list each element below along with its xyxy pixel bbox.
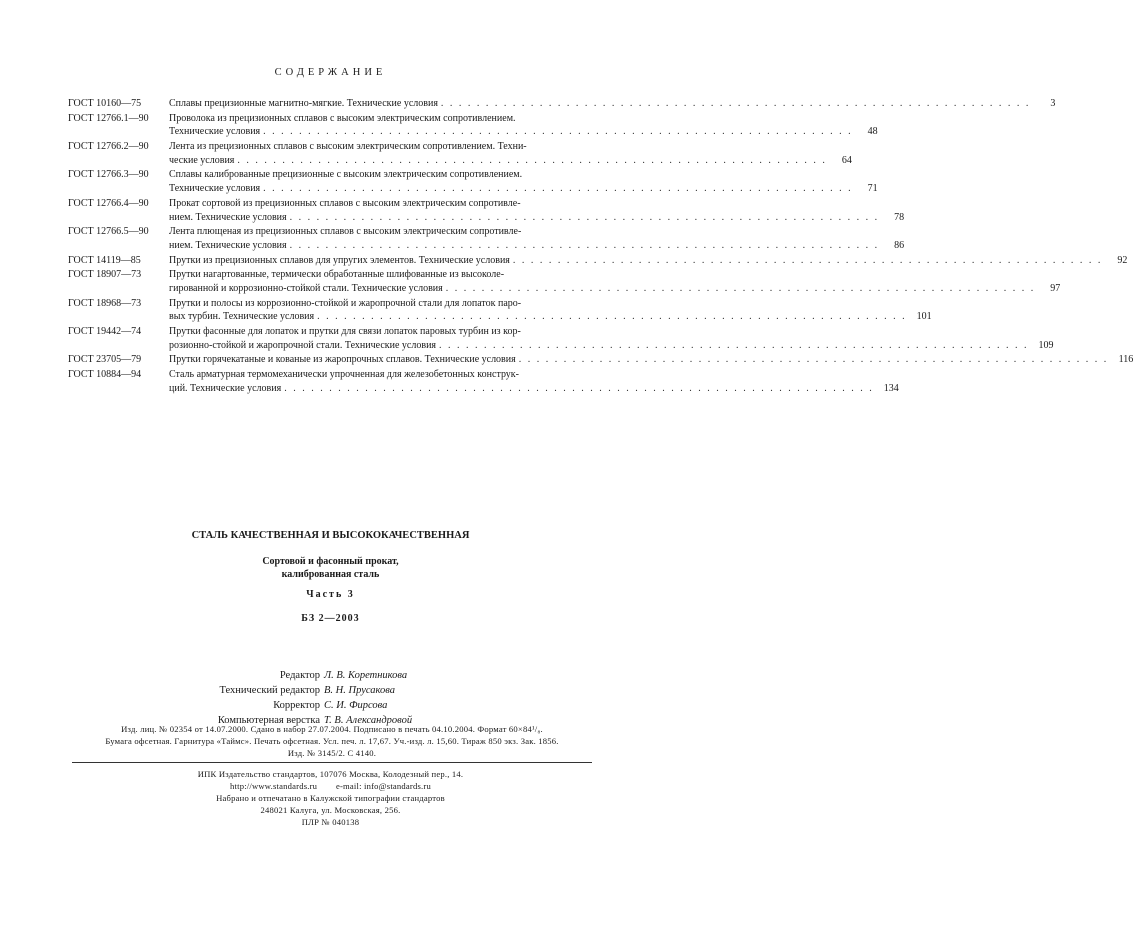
toc-entry-title: Сталь арматурная термомеханически упрочненная для железобетонных конструк- [169, 368, 519, 380]
toc-entry [68, 197, 905, 225]
toc-entry [68, 268, 1061, 296]
publisher-info [0, 768, 661, 828]
toc-entry-body [169, 268, 1060, 296]
toc-entry-page: 78 [894, 211, 905, 223]
toc-entry [68, 112, 878, 140]
credit-role: Компьютерная верстка [217, 715, 320, 726]
toc-entry-line [169, 339, 1054, 353]
credit-proofreader [0, 698, 661, 713]
toc-entry-body [169, 168, 878, 196]
credit-name: С. И. Фирсова [324, 700, 388, 711]
credit-role: Корректор [273, 700, 320, 711]
toc-leader-dots: . . . . . . . . . . . . . . . . . . . . . . . . . . . . . . . . . . . . . . . . . . . . . . . . . . . . . . . . . . . . . . . . . . [512, 254, 1103, 266]
toc-entry-page: 97 [1050, 282, 1061, 294]
collection-title: СТАЛЬ КАЧЕСТВЕННАЯ И ВЫСОКОКАЧЕСТВЕННАЯ [191, 530, 470, 541]
toc-entry-code: ГОСТ 12766.1—90 [68, 112, 149, 124]
toc-entry-page: 134 [883, 382, 899, 394]
toc-entry-title: Проволока из прецизионных сплавов с высоким электрическим сопротивлением. [169, 112, 516, 124]
toc-entry-title: гированной и коррозионно-стойкой стали. Технические условия [169, 282, 443, 294]
toc-entry-body [169, 197, 904, 225]
toc-entry-code: ГОСТ 12766.5—90 [68, 226, 149, 238]
toc-entry-title: ций. Технические условия [169, 382, 282, 394]
toc-entry-title: розионно-стойкой и жаропрочной стали. Технические условия [169, 339, 437, 351]
toc-entry-line [169, 282, 1060, 296]
toc-entry-title: нием. Технические условия [169, 239, 287, 251]
toc-entry-title: Лента из прецизионных сплавов с высоким электрическим сопротивлением. Техни- [169, 140, 527, 152]
toc-entry-line [169, 154, 852, 168]
toc-entry-title: Сплавы калиброванные прецизионные с высоким электрическим сопротивлением. [169, 169, 523, 181]
toc-leader-dots: . . . . . . . . . . . . . . . . . . . . . . . . . . . . . . . . . . . . . . . . . . . . . . . . . . . . . . . . . . . . . . . . . . [263, 183, 853, 195]
toc-entry-line [169, 211, 904, 225]
toc-leader-dots: . . . . . . . . . . . . . . . . . . . . . . . . . . . . . . . . . . . . . . . . . . . . . . . . . . . . . . . . . . . . . . . . . . [263, 126, 853, 138]
toc-leader-dots: . . . . . . . . . . . . . . . . . . . . . . . . . . . . . . . . . . . . . . . . . . . . . . . . . . . . . . . . . . . . . . . . . . [289, 211, 880, 223]
toc-entry-page: 109 [1038, 339, 1054, 351]
toc-entry [68, 140, 852, 168]
collection-part: Часть 3 [306, 589, 355, 600]
collection-bz: БЗ 2—2003 [301, 613, 360, 624]
toc-entry-title: нием. Технические условия [169, 211, 287, 223]
toc-leader-dots: . . . . . . . . . . . . . . . . . . . . . . . . . . . . . . . . . . . . . . . . . . . . . . . . . . . . . . . . . . . . . . . . . . [440, 98, 1031, 109]
toc-entry-page: 64 [841, 154, 852, 166]
toc-entry-title: вых турбин. Технические условия [169, 311, 315, 323]
toc-entry-line [169, 297, 932, 311]
toc-entry-code: ГОСТ 19442—74 [68, 325, 142, 337]
toc-entry-line [169, 353, 1133, 367]
toc-entry-line [169, 112, 878, 126]
divider [72, 762, 592, 763]
collection-subtitle-line-2: калиброванная сталь [281, 569, 380, 580]
toc-entry-title: Прутки и полосы из коррозионно-стойкой и жаропрочной стали для лопаток паро- [169, 297, 522, 309]
credit-role: Технический редактор [219, 685, 320, 696]
toc-entry [68, 353, 1133, 367]
toc-entry-title: Прутки горячекатаные и кованые из жаропрочных сплавов. Технические условия [169, 354, 516, 366]
toc-entry-code: ГОСТ 12766.3—90 [68, 169, 149, 181]
toc-entry-title: Прокат сортовой из прецизионных сплавов с высоким электрическим сопротивле- [169, 197, 521, 209]
imprint-line-2: Бумага офсетная. Гарнитура «Таймс». Печать офсетная. Усл. печ. л. 17,67. Уч.-изд. л. 15,60. Тираж 850 экз. Зак. 1856. [105, 736, 559, 746]
toc-entry-line [169, 368, 899, 382]
toc-entry-code: ГОСТ 18968—73 [68, 297, 142, 309]
toc-entry [68, 97, 1056, 111]
toc-entry-line [169, 197, 904, 211]
publisher-line-5: ПЛР № 040138 [301, 817, 360, 827]
toc-entry-code: ГОСТ 18907—73 [68, 269, 142, 281]
toc-entry-title: Прутки фасонные для лопаток и прутки для связи лопаток паровых турбин из кор- [169, 325, 521, 337]
toc-entry-body [169, 97, 1055, 111]
toc-entry-title: Технические условия [169, 183, 261, 195]
toc-leader-dots: . . . . . . . . . . . . . . . . . . . . . . . . . . . . . . . . . . . . . . . . . . . . . . . . . . . . . . . . . . . . . . . . . . [284, 382, 874, 394]
credit-name: Л. В. Коретникова [324, 670, 408, 681]
imprint-line-3: Изд. № 3145/2. С 4140. [287, 748, 377, 758]
publisher-line-2: http://www.standards.ru e-mail: info@standards.ru [230, 781, 431, 791]
toc-entry-body [169, 297, 932, 325]
toc-entry-line [169, 382, 899, 396]
toc-entry-title: Прутки нагартованные, термически обработанные шлифованные из высоколе- [169, 269, 505, 281]
toc-entry-page: 101 [916, 311, 932, 323]
toc-entry-line [169, 268, 1060, 282]
toc-entry-code: ГОСТ 12766.2—90 [68, 140, 149, 152]
toc-entry [68, 225, 905, 253]
toc-entry-line [169, 168, 878, 182]
toc-entry-title: Технические условия [169, 126, 261, 138]
credit-editor [0, 668, 661, 683]
toc-entry-code: ГОСТ 12766.4—90 [68, 197, 149, 209]
toc-entry-title: Сплавы прецизионные магнитно-мягкие. Технические условия [169, 98, 438, 109]
toc-entry-code: ГОСТ 14119—85 [68, 254, 141, 266]
toc-entry-line [169, 239, 904, 253]
toc-entry [68, 325, 1054, 353]
toc-leader-dots: . . . . . . . . . . . . . . . . . . . . . . . . . . . . . . . . . . . . . . . . . . . . . . . . . . . . . . . . . . . . . . . . . . [237, 154, 827, 166]
toc-entry-page: 116 [1118, 354, 1133, 366]
toc-heading: СОДЕРЖАНИЕ [274, 67, 387, 78]
publisher-line-4: 248021 Калуга, ул. Московская, 256. [260, 805, 401, 815]
toc-leader-dots: . . . . . . . . . . . . . . . . . . . . . . . . . . . . . . . . . . . . . . . . . . . . . . . . . . . . . . . . . . . . . . . . . . [289, 239, 880, 251]
credit-technical-editor [0, 683, 661, 698]
toc-entry-line [169, 97, 1055, 111]
toc-entry-body [169, 112, 878, 140]
toc-leader-dots: . . . . . . . . . . . . . . . . . . . . . . . . . . . . . . . . . . . . . . . . . . . . . . . . . . . . . . . . . . . . . . . . . . [317, 311, 907, 323]
collection-subtitle [0, 555, 661, 581]
toc-entry-code: ГОСТ 10884—94 [68, 368, 142, 380]
imprint-line-1: Изд. лиц. № 02354 от 14.07.2000. Сдано в набор 27.07.2004. Подписано в печать 04.10.2004. Формат 60×84¹/₈. [121, 724, 543, 734]
toc-entry-page: 92 [1117, 254, 1128, 266]
toc-entry-line [169, 310, 932, 324]
toc-leader-dots: . . . . . . . . . . . . . . . . . . . . . . . . . . . . . . . . . . . . . . . . . . . . . . . . . . . . . . . . . . . . . . . . . . [445, 282, 1036, 294]
toc-entry-title: ческие условия [169, 154, 235, 166]
credits [0, 668, 661, 728]
imprint [72, 723, 592, 759]
toc-entry [68, 254, 1128, 268]
toc-entry-body [169, 353, 1133, 367]
toc-entry-page: 48 [867, 126, 878, 138]
table-of-contents [68, 97, 1133, 396]
toc-entry-body [169, 254, 1127, 268]
toc-entry-page: 3 [1050, 98, 1056, 109]
credit-role: Редактор [279, 670, 320, 681]
toc-entry-line [169, 325, 1054, 339]
toc-entry-body [169, 225, 904, 253]
toc-entry-code: ГОСТ 23705—79 [68, 354, 142, 366]
toc-entry-page: 86 [894, 239, 905, 251]
toc-entry [68, 297, 932, 325]
toc-entry-code: ГОСТ 10160—75 [68, 98, 142, 109]
credit-name: Т. В. Александровой [324, 715, 413, 726]
toc-entry-title: Прутки из прецизионных сплавов для упругих элементов. Технические условия [169, 254, 510, 266]
toc-entry-body [169, 325, 1054, 353]
toc-entry-line [169, 182, 878, 196]
toc-entry-line [169, 140, 852, 154]
toc-entry-line [169, 225, 904, 239]
toc-entry-body [169, 140, 852, 168]
collection-subtitle-line-1: Сортовой и фасонный прокат, [262, 556, 399, 567]
toc-entry-body [169, 368, 899, 396]
toc-leader-dots: . . . . . . . . . . . . . . . . . . . . . . . . . . . . . . . . . . . . . . . . . . . . . . . . . . . . . . . . . . . . . . . . . . [439, 339, 1029, 351]
publisher-line-3: Набрано и отпечатано в Калужской типографии стандартов [216, 793, 445, 803]
toc-entry [68, 168, 878, 196]
toc-entry-title: Лента плющеная из прецизионных сплавов с высоким электрическим сопротивле- [169, 226, 522, 238]
toc-entry-line [169, 125, 878, 139]
toc-entry [68, 368, 899, 396]
credit-name: В. Н. Прусакова [324, 685, 395, 696]
toc-entry-page: 71 [867, 183, 878, 195]
toc-entry-line [169, 254, 1127, 268]
toc-leader-dots: . . . . . . . . . . . . . . . . . . . . . . . . . . . . . . . . . . . . . . . . . . . . . . . . . . . . . . . . . . . . . . . . . . [518, 354, 1109, 366]
publisher-line-1: ИПК Издательство стандартов, 107076 Москва, Колодезный пер., 14. [197, 769, 464, 779]
